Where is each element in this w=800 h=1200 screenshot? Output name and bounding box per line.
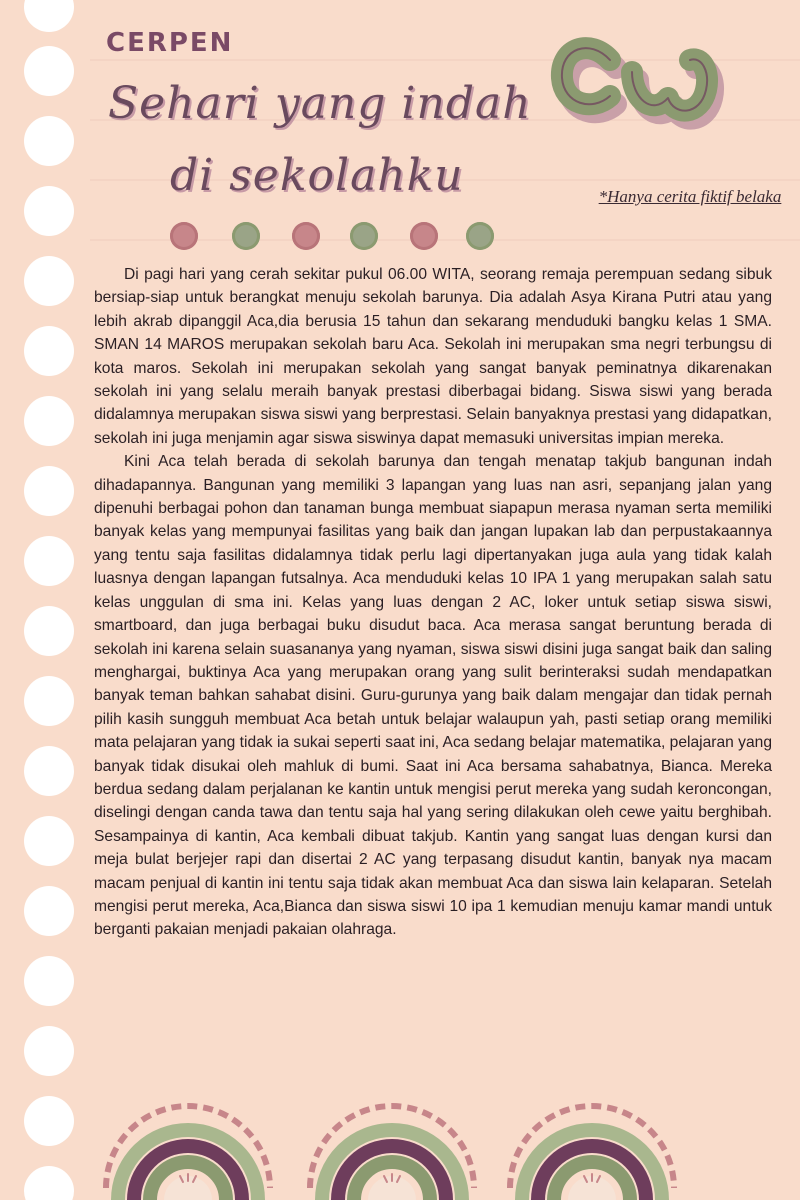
binder-hole xyxy=(24,746,74,796)
rainbow-icon xyxy=(310,1106,474,1200)
dot-icon xyxy=(466,222,494,250)
dot-icon xyxy=(232,222,260,250)
binder-hole xyxy=(24,46,74,96)
binder-hole xyxy=(24,116,74,166)
binder-hole xyxy=(24,956,74,1006)
binder-hole xyxy=(24,676,74,726)
binder-hole xyxy=(24,816,74,866)
dot-icon xyxy=(170,222,198,250)
story-title-line2: di sekolahku xyxy=(170,150,464,201)
dot-icon xyxy=(292,222,320,250)
binder-hole xyxy=(24,0,74,32)
rainbow-icon xyxy=(510,1106,674,1200)
binder-hole xyxy=(24,326,74,376)
dot-icon xyxy=(410,222,438,250)
binder-hole xyxy=(24,396,74,446)
binder-hole xyxy=(24,466,74,516)
dot-row-decoration xyxy=(170,222,500,252)
story-paragraph: Di pagi hari yang cerah sekitar pukul 06.00 WITA, seorang remaja perempuan sedang sibuk bersiap-siap untuk berangkat menuju sekolah barunya. Dia adalah Asya Kirana Putri atau yang lebih akrab dipanggil Aca,dia berusia 15 tahun dan sekarang menduduki bangku kelas 1 SMA. SMAN 14 MAROS merupakan sekolah baru Aca. Sekolah ini merupakan sma negri terbungsu di kota maros. Sekolah ini merupakan sekolah yang sangat banyak peminatnya dikarenakan sekolah ini yang selalu meraih banyak prestasi diberbagai bidang. Siswa siswi yang berada didalamnya merupakan siswa siswi yang berprestasi. Selain banyaknya prestasi yang didapatkan, sekolah ini juga menjamin agar siswa siswinya dapat memasuki universitas impian mereka. xyxy=(94,266,772,447)
rainbow-icon xyxy=(106,1106,270,1200)
cw-logo-icon xyxy=(540,20,740,160)
binder-hole xyxy=(24,886,74,936)
binder-hole xyxy=(24,256,74,306)
genre-label: CERPEN xyxy=(106,28,234,58)
binder-hole xyxy=(24,1026,74,1076)
binder-holes xyxy=(0,0,80,1200)
story-title-line1: Sehari yang indah xyxy=(108,78,532,129)
fiction-disclaimer: *Hanya cerita fiktif belaka xyxy=(598,187,782,206)
rainbow-decorations xyxy=(0,1070,800,1200)
binder-hole xyxy=(24,536,74,586)
story-paragraph: Kini Aca telah berada di sekolah barunya dan tengah menatap takjub bangunan indah dihadapannya. Bangunan yang memiliki 3 lapangan yang luas nan asri, sepanjang jalan yang dipenuhi berbagai pohon dan tanaman bunga membuat siapapun merasa nyaman serta memiliki banyak kelas yang mempunyai fasilitas yang baik dan jangan lupakan lab dan perpustakaannya yang tentu saja fasilitas didalamnya tidak perlu lagi dipertanyakan juga aula yang tidak kalah luasnya dengan lapangan futsalnya. Aca menduduki kelas 10 IPA 1 yang merupakan salah satu kelas unggulan di sma ini. Kelas yang luas dengan 2 AC, loker untuk setiap siswa siswi, smartboard, dan juga berbagai buku disudut baca. Aca merasa sangat beruntung berada di sekolah ini karena selain suasananya yang nyaman, siswa siswi disini juga sangat baik dan saling menghargai, buktinya Aca yang merupakan orang yang sulit berinteraksi sudah mendapatkan banyak teman bahkan sahabat disini. Guru-gurunya yang baik dalam mengajar dan tidak pernah pilih kasih sungguh membuat Aca betah untuk belajar walaupun yah, pasti setiap orang memiliki mata pelajaran yang tidak ia sukai seperti saat ini, Aca sedang belajar matematika, pelajaran yang banyak tidak disukai oleh mahluk di bumi. Saat ini Aca bersama sahabatnya, Bianca. Mereka berdua sedang dalam perjalanan ke kantin untuk mengisi perut mereka yang sudah keroncongan, diselingi dengan canda tawa dan tentu saja hal yang sering dilakukan oleh cewe yaitu berghibah. Sesampainya di kantin, Aca kembali dibuat takjub. Kantin yang sangat luas dengan kursi dan meja bulat berjejer rapi dan disertai 2 AC yang terpasang disudut kantin, banyak nya macam macam penjual di kantin ini tentu saja tidak akan membuat Aca dan siswa lain kelaparan. Setelah mengisi perut mereka, Aca,Bianca dan siswa siswi 10 ipa 1 kemudian menuju kamar mandi untuk berganti pakaian menjadi pakaian olahraga. xyxy=(94,453,772,939)
dot-icon xyxy=(350,222,378,250)
binder-hole xyxy=(24,606,74,656)
binder-hole xyxy=(24,186,74,236)
story-body xyxy=(94,263,772,942)
